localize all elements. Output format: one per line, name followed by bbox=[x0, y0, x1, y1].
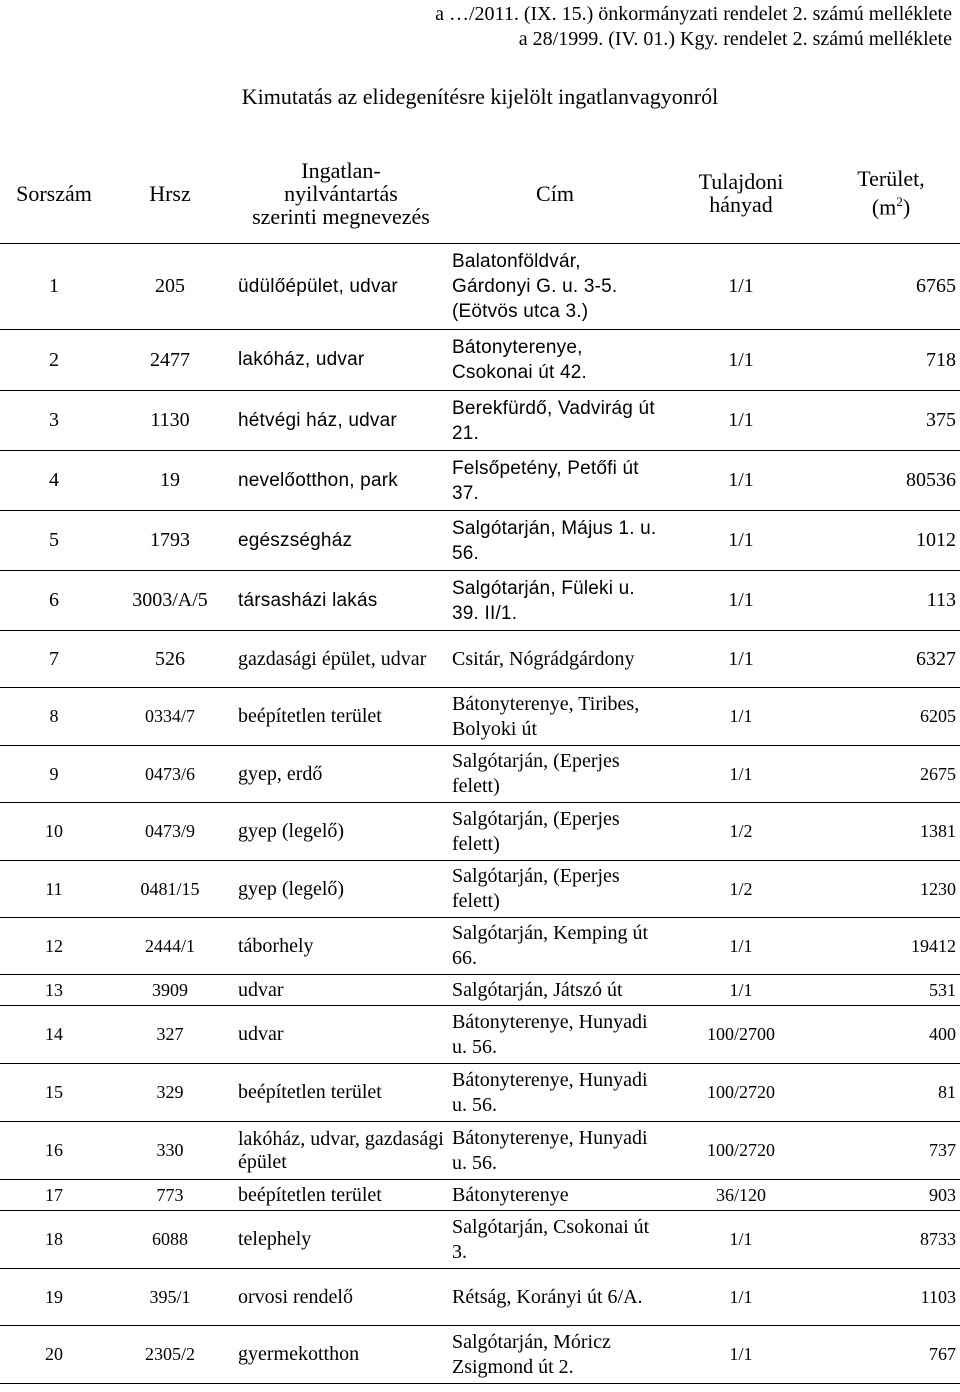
cell-cim: Salgótarján, (Eperjes felett) bbox=[450, 803, 660, 861]
cell-hrsz: 330 bbox=[108, 1122, 232, 1180]
column-header-megnevezes bbox=[232, 143, 450, 244]
cell-megnevezes: telephely bbox=[232, 1211, 450, 1269]
cell-hrsz: 1793 bbox=[108, 511, 232, 571]
cell-sorszam: 13 bbox=[0, 975, 108, 1006]
cell-hrsz: 1130 bbox=[108, 391, 232, 451]
cell-terulet: 19412 bbox=[822, 918, 960, 975]
cell-cim: Balatonföldvár, Gárdonyi G. u. 3-5. (Eötvös utca 3.) bbox=[450, 244, 660, 330]
table-row bbox=[0, 1006, 960, 1064]
cell-sorszam: 6 bbox=[0, 571, 108, 631]
cell-cim: Salgótarján, Csokonai út 3. bbox=[450, 1211, 660, 1269]
cell-cim: Salgótarján, Május 1. u. 56. bbox=[450, 511, 660, 571]
cell-sorszam: 1 bbox=[0, 244, 108, 330]
cell-megnevezes: gazdasági épület, udvar bbox=[232, 631, 450, 688]
table-row bbox=[0, 511, 960, 571]
cell-megnevezes: udvar bbox=[232, 975, 450, 1006]
column-header-megnevezes-line2: nyilvántartás bbox=[284, 180, 398, 206]
cell-sorszam: 18 bbox=[0, 1211, 108, 1269]
cell-cim: Salgótarján, Kemping út 66. bbox=[450, 918, 660, 975]
cell-hrsz: 0473/9 bbox=[108, 803, 232, 861]
cell-hanyad: 1/1 bbox=[660, 746, 822, 803]
cell-hrsz: 0473/6 bbox=[108, 746, 232, 803]
cell-sorszam: 2 bbox=[0, 330, 108, 391]
cell-terulet: 1230 bbox=[822, 861, 960, 918]
cell-terulet: 6765 bbox=[822, 244, 960, 330]
cell-cim: Bátonyterenye, Tiribes, Bolyoki út bbox=[450, 688, 660, 746]
cell-sorszam: 10 bbox=[0, 803, 108, 861]
cell-hrsz: 6088 bbox=[108, 1211, 232, 1269]
cell-megnevezes: üdülőépület, udvar bbox=[232, 244, 450, 330]
table-row bbox=[0, 330, 960, 391]
cell-hanyad: 100/2720 bbox=[660, 1122, 822, 1180]
cell-hanyad: 1/1 bbox=[660, 1326, 822, 1384]
table-row bbox=[0, 861, 960, 918]
cell-megnevezes: gyep (legelő) bbox=[232, 861, 450, 918]
cell-cim: Bátonyterenye, Hunyadi u. 56. bbox=[450, 1006, 660, 1064]
cell-terulet: 6205 bbox=[822, 688, 960, 746]
column-header-hanyad bbox=[660, 143, 822, 244]
cell-hrsz: 395/1 bbox=[108, 1269, 232, 1326]
cell-cim: Salgótarján, (Eperjes felett) bbox=[450, 746, 660, 803]
cell-terulet: 737 bbox=[822, 1122, 960, 1180]
table-row bbox=[0, 391, 960, 451]
cell-megnevezes: lakóház, udvar, gazdasági épület bbox=[232, 1122, 450, 1180]
column-header-megnevezes-line3: szerinti megnevezés bbox=[252, 203, 430, 229]
cell-cim: Bátonyterenye, Csokonai út 42. bbox=[450, 330, 660, 391]
cell-hrsz: 3909 bbox=[108, 975, 232, 1006]
column-header-hrsz: Hrsz bbox=[108, 143, 232, 244]
cell-hanyad: 1/1 bbox=[660, 330, 822, 391]
cell-megnevezes: udvar bbox=[232, 1006, 450, 1064]
cell-cim: Bátonyterenye, Hunyadi u. 56. bbox=[450, 1122, 660, 1180]
cell-hanyad: 1/1 bbox=[660, 1269, 822, 1326]
cell-hanyad: 1/1 bbox=[660, 244, 822, 330]
table-row bbox=[0, 688, 960, 746]
cell-hanyad: 1/1 bbox=[660, 511, 822, 571]
cell-hrsz: 329 bbox=[108, 1064, 232, 1122]
cell-terulet: 400 bbox=[822, 1006, 960, 1064]
cell-sorszam: 15 bbox=[0, 1064, 108, 1122]
cell-terulet: 531 bbox=[822, 975, 960, 1006]
header-line-2: a 28/1999. (IV. 01.) Kgy. rendelet 2. számú melléklete bbox=[518, 28, 952, 50]
header-line-1: a …/2011. (IX. 15.) önkormányzati rendelet 2. számú melléklete bbox=[435, 3, 952, 25]
cell-hanyad: 1/1 bbox=[660, 918, 822, 975]
table-row bbox=[0, 451, 960, 511]
table-row bbox=[0, 1064, 960, 1122]
cell-sorszam: 9 bbox=[0, 746, 108, 803]
cell-hrsz: 526 bbox=[108, 631, 232, 688]
cell-cim: Berekfürdő, Vadvirág út 21. bbox=[450, 391, 660, 451]
cell-cim: Csitár, Nógrádgárdony bbox=[450, 631, 660, 688]
cell-megnevezes: gyermekotthon bbox=[232, 1326, 450, 1384]
terulet-unit-prefix: (m bbox=[871, 194, 897, 220]
cell-cim: Salgótarján, (Eperjes felett) bbox=[450, 861, 660, 918]
cell-hanyad: 1/1 bbox=[660, 1211, 822, 1269]
cell-hanyad: 100/2700 bbox=[660, 1006, 822, 1064]
document-title: Kimutatás az elidegenítésre kijelölt ingatlanvagyonról bbox=[241, 84, 719, 109]
table-row bbox=[0, 1211, 960, 1269]
cell-hanyad: 1/1 bbox=[660, 688, 822, 746]
cell-terulet: 718 bbox=[822, 330, 960, 391]
cell-megnevezes: gyep, erdő bbox=[232, 746, 450, 803]
column-header-cim: Cím bbox=[450, 143, 660, 244]
table-row bbox=[0, 1180, 960, 1211]
table-row bbox=[0, 244, 960, 330]
cell-sorszam: 20 bbox=[0, 1326, 108, 1384]
cell-hanyad: 36/120 bbox=[660, 1180, 822, 1211]
cell-cim: Salgótarján, Játszó út bbox=[450, 975, 660, 1006]
cell-terulet: 81 bbox=[822, 1064, 960, 1122]
table-row bbox=[0, 803, 960, 861]
cell-sorszam: 8 bbox=[0, 688, 108, 746]
column-header-hanyad-line2: hányad bbox=[709, 192, 773, 217]
column-header-terulet bbox=[822, 143, 960, 244]
cell-sorszam: 3 bbox=[0, 391, 108, 451]
cell-megnevezes: nevelőotthon, park bbox=[232, 451, 450, 511]
cell-terulet: 8733 bbox=[822, 1211, 960, 1269]
terulet-unit-superscript: 2 bbox=[896, 194, 903, 210]
cell-terulet: 375 bbox=[822, 391, 960, 451]
cell-cim: Bátonyterenye bbox=[450, 1180, 660, 1211]
cell-megnevezes: beépítetlen terület bbox=[232, 1064, 450, 1122]
cell-sorszam: 14 bbox=[0, 1006, 108, 1064]
cell-hrsz: 2305/2 bbox=[108, 1326, 232, 1384]
cell-hrsz: 205 bbox=[108, 244, 232, 330]
cell-hanyad: 100/2720 bbox=[660, 1064, 822, 1122]
cell-hanyad: 1/2 bbox=[660, 803, 822, 861]
cell-hanyad: 1/1 bbox=[660, 571, 822, 631]
cell-megnevezes: egészségház bbox=[232, 511, 450, 571]
cell-megnevezes: hétvégi ház, udvar bbox=[232, 391, 450, 451]
table-row bbox=[0, 571, 960, 631]
cell-hrsz: 0334/7 bbox=[108, 688, 232, 746]
cell-sorszam: 5 bbox=[0, 511, 108, 571]
cell-sorszam: 16 bbox=[0, 1122, 108, 1180]
cell-terulet: 1381 bbox=[822, 803, 960, 861]
table-row bbox=[0, 918, 960, 975]
terulet-unit-suffix: ) bbox=[902, 194, 911, 220]
table-header-row bbox=[0, 143, 960, 244]
cell-sorszam: 7 bbox=[0, 631, 108, 688]
cell-hrsz: 773 bbox=[108, 1180, 232, 1211]
column-header-megnevezes-line1: Ingatlan- bbox=[301, 157, 381, 183]
cell-terulet: 113 bbox=[822, 571, 960, 631]
cell-terulet: 903 bbox=[822, 1180, 960, 1211]
cell-hrsz: 2444/1 bbox=[108, 918, 232, 975]
table-row bbox=[0, 631, 960, 688]
cell-megnevezes: gyep (legelő) bbox=[232, 803, 450, 861]
cell-megnevezes: orvosi rendelő bbox=[232, 1269, 450, 1326]
property-table bbox=[0, 143, 960, 1384]
cell-hanyad: 1/1 bbox=[660, 451, 822, 511]
cell-megnevezes: beépítetlen terület bbox=[232, 1180, 450, 1211]
cell-sorszam: 17 bbox=[0, 1180, 108, 1211]
cell-megnevezes: táborhely bbox=[232, 918, 450, 975]
cell-cim: Salgótarján, Móricz Zsigmond út 2. bbox=[450, 1326, 660, 1384]
cell-hanyad: 1/1 bbox=[660, 631, 822, 688]
cell-hrsz: 0481/15 bbox=[108, 861, 232, 918]
cell-terulet: 2675 bbox=[822, 746, 960, 803]
table-row bbox=[0, 1326, 960, 1384]
cell-cim: Bátonyterenye, Hunyadi u. 56. bbox=[450, 1064, 660, 1122]
cell-megnevezes: beépítetlen terület bbox=[232, 688, 450, 746]
cell-megnevezes: lakóház, udvar bbox=[232, 330, 450, 391]
table-row bbox=[0, 746, 960, 803]
cell-megnevezes: társasházi lakás bbox=[232, 571, 450, 631]
cell-cim: Felsőpetény, Petőfi út 37. bbox=[450, 451, 660, 511]
cell-hrsz: 3003/A/5 bbox=[108, 571, 232, 631]
column-header-hanyad-line1: Tulajdoni bbox=[698, 169, 784, 194]
cell-terulet: 6327 bbox=[822, 631, 960, 688]
cell-cim: Rétság, Korányi út 6/A. bbox=[450, 1269, 660, 1326]
cell-hanyad: 1/1 bbox=[660, 391, 822, 451]
cell-hanyad: 1/2 bbox=[660, 861, 822, 918]
column-header-terulet-line1: Terület, bbox=[857, 166, 925, 192]
cell-terulet: 80536 bbox=[822, 451, 960, 511]
cell-hrsz: 19 bbox=[108, 451, 232, 511]
cell-terulet: 767 bbox=[822, 1326, 960, 1384]
column-header-sorszam: Sorszám bbox=[0, 143, 108, 244]
cell-sorszam: 19 bbox=[0, 1269, 108, 1326]
column-header-terulet-line2 bbox=[822, 190, 960, 218]
table-row bbox=[0, 975, 960, 1006]
cell-sorszam: 12 bbox=[0, 918, 108, 975]
cell-cim: Salgótarján, Füleki u. 39. II/1. bbox=[450, 571, 660, 631]
table-row bbox=[0, 1122, 960, 1180]
cell-terulet: 1012 bbox=[822, 511, 960, 571]
table-row bbox=[0, 1269, 960, 1326]
cell-hrsz: 327 bbox=[108, 1006, 232, 1064]
cell-hanyad: 1/1 bbox=[660, 975, 822, 1006]
cell-sorszam: 11 bbox=[0, 861, 108, 918]
table-body bbox=[0, 244, 960, 1384]
cell-terulet: 1103 bbox=[822, 1269, 960, 1326]
cell-hrsz: 2477 bbox=[108, 330, 232, 391]
cell-sorszam: 4 bbox=[0, 451, 108, 511]
